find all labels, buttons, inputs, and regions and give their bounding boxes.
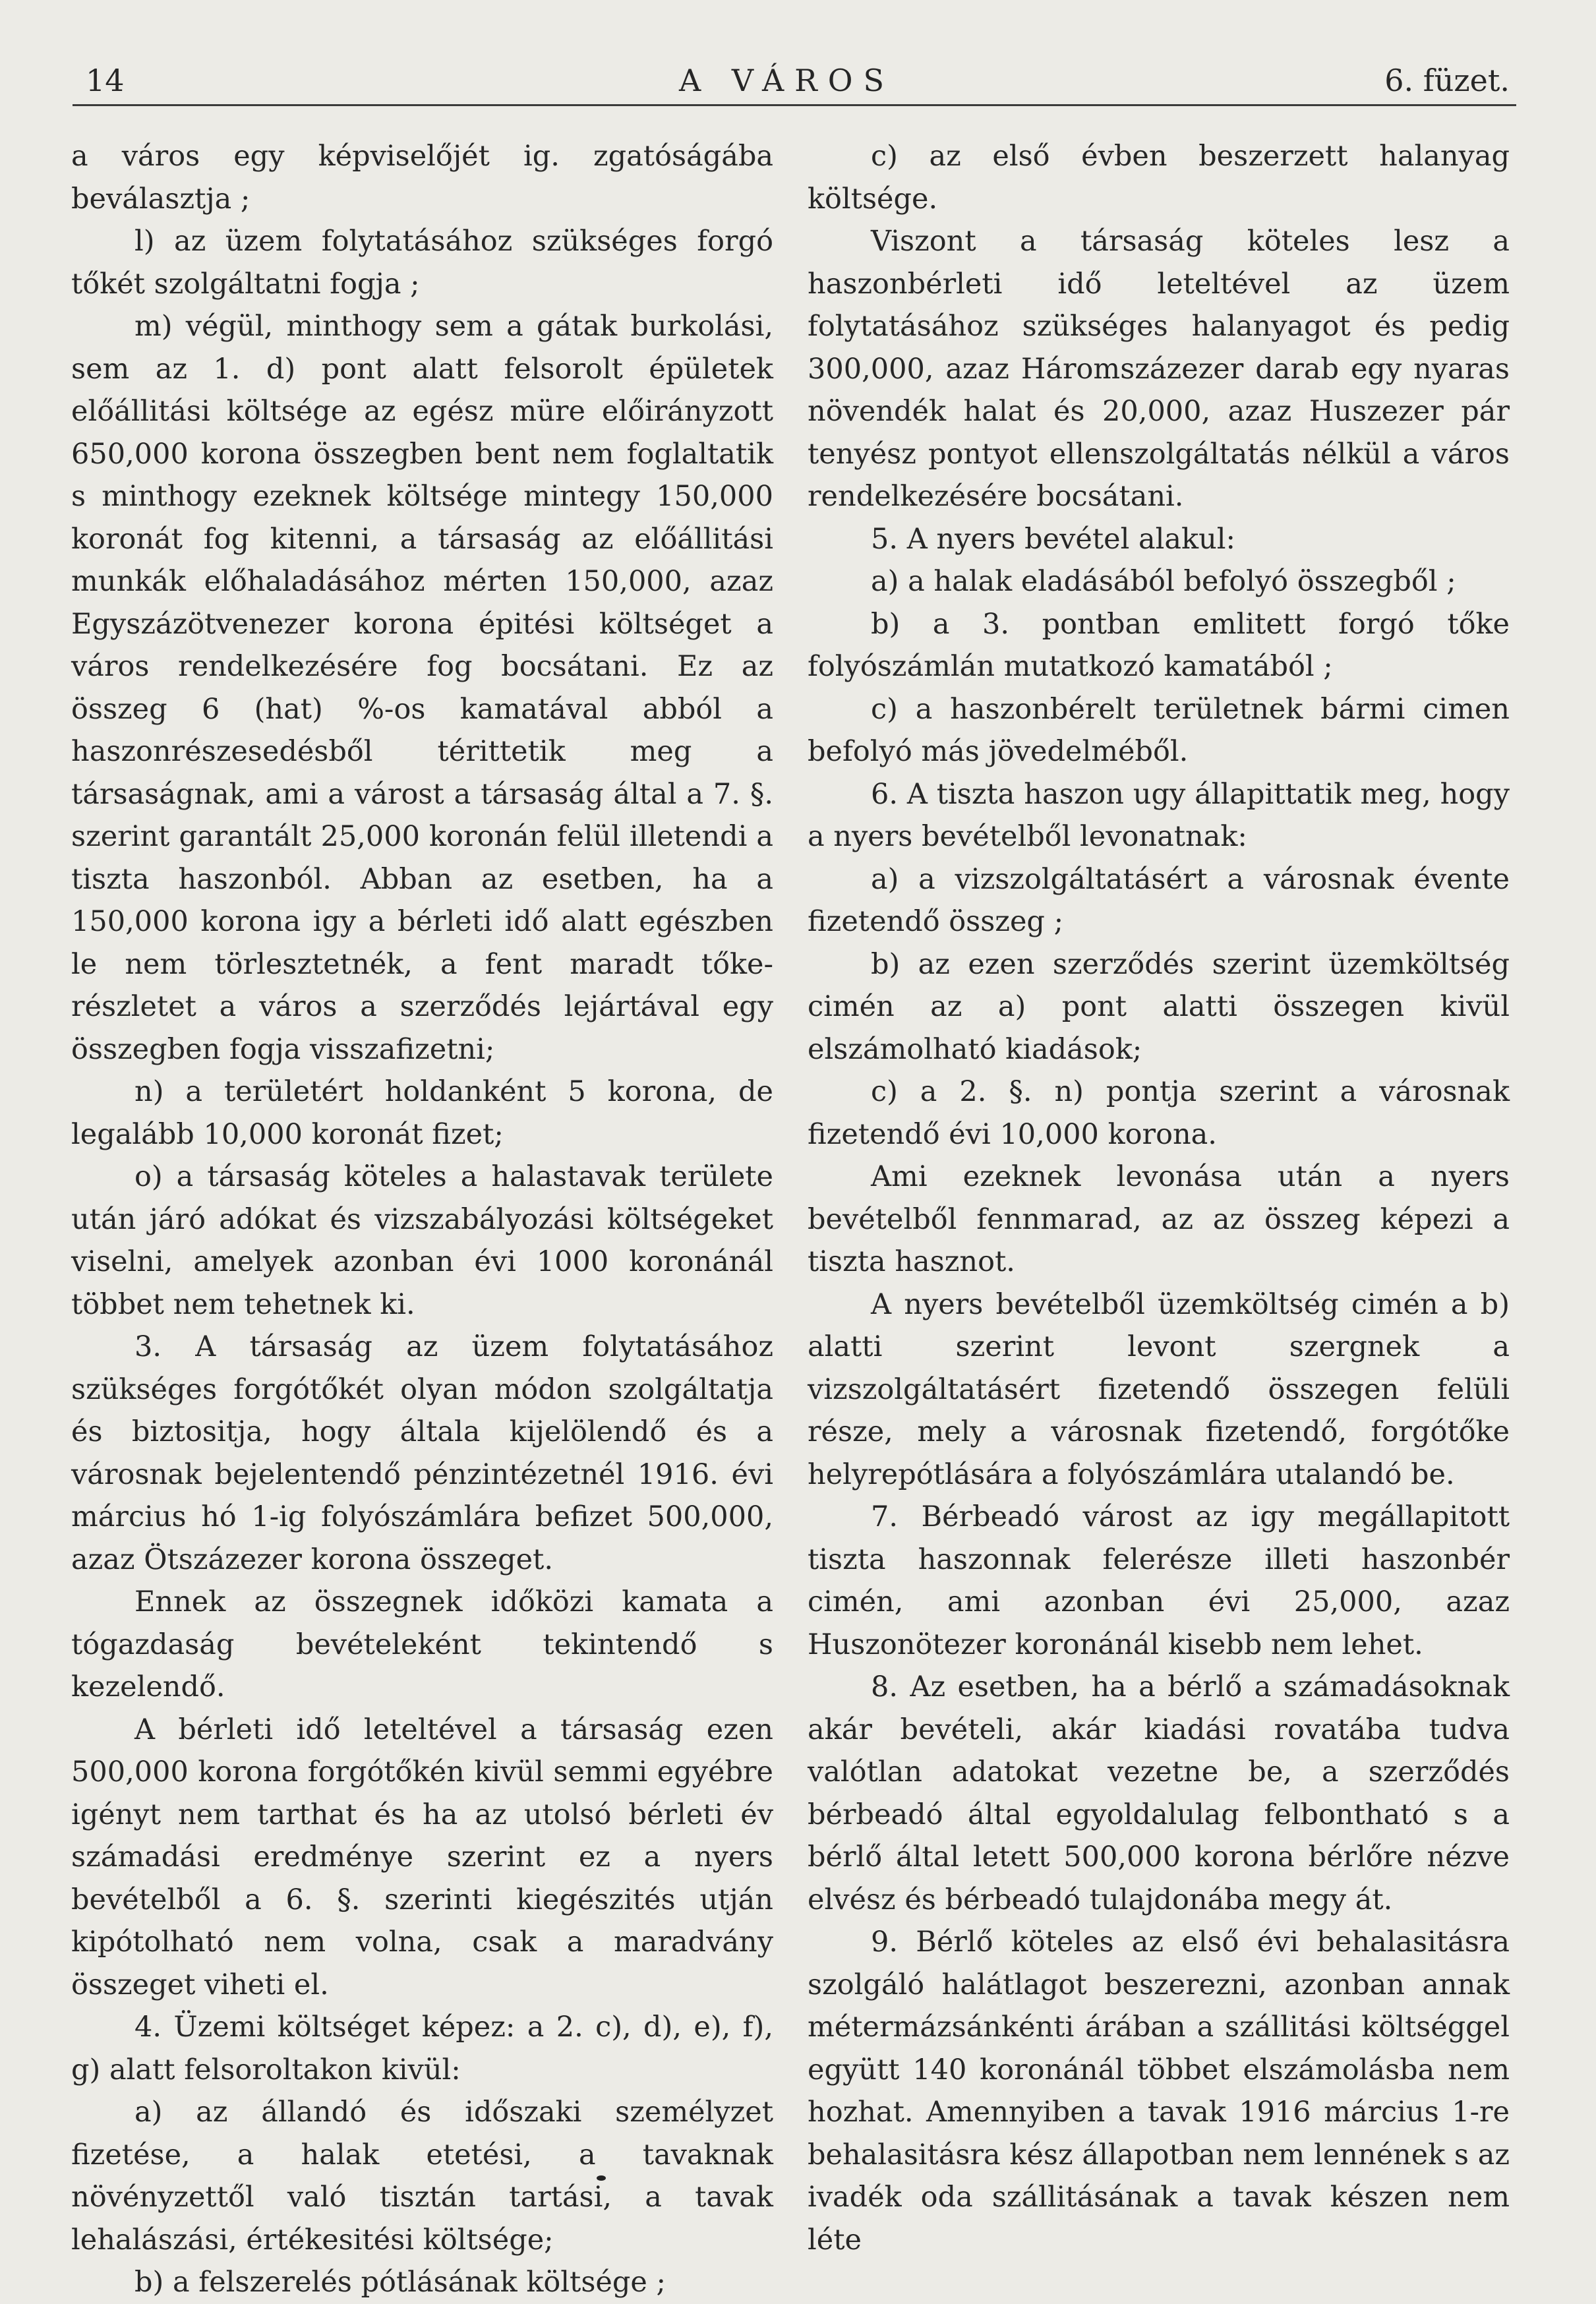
paragraph-l1: a város egy képviselőjét ig. zgatóságába beválasztja ;	[71, 140, 773, 216]
paragraph-r11: Ami ezeknek levonása után a nyers bevételből fennmarad, az az összeg képezi a tiszta hasznot.	[808, 1160, 1510, 1278]
paragraph-r14: 8. Az esetben, ha a bérlő a számadásoknak akár bevételi, akár kiadási rovatába tudva valótlan adatokat vezetne be, a szerződés bérbeadó által egyoldalulag felbontható s a bérlő által letett 500,000 korona bérlőre nézve elvész és bérbeadó tulajdonába megy át.	[808, 1670, 1510, 1916]
paragraph-r1: c) az első évben beszerzett halanyag költsége.	[808, 140, 1510, 216]
paragraph-r6: c) a haszonbérelt területnek bármi cimen befolyó más jövedelméből.	[808, 692, 1510, 768]
paragraph-r13: 7. Bérbeadó várost az igy megállapitott tiszta haszonnak felerésze illeti haszonbér cimén, ami azonban évi 25,000, azaz Huszonötezer koronánál kisebb nem lehet.	[808, 1500, 1510, 1661]
paragraph-r9: b) az ezen szerződés szerint üzemköltség cimén az a) pont alatti összegen kivül elszámolható kiadások;	[808, 947, 1510, 1066]
paragraph-l6: 3. A társaság az üzem folytatásához szükséges forgótőkét olyan módon szolgáltatja és biztositja, hogy általa kijelölendő és a városnak bejelentendő pénzintézetnél 1916. évi március hó 1-ig folyószámlára befizet 500,000, azaz Ötszázezer korona összeget.	[71, 1330, 773, 1576]
left-column	[71, 135, 773, 2299]
paragraph-r5: b) a 3. pontban emlitett forgó tőke folyószámlán mutatkozó kamatából ;	[808, 607, 1510, 683]
paragraph-l7: Ennek az összegnek időközi kamata a tógazdaság bevételeként tekintendő s kezelendő.	[71, 1585, 773, 1703]
paragraph-l3: m) végül, minthogy sem a gátak burkolási, sem az 1. d) pont alatt felsorolt épületek előállitási költsége az egész müre előirányzott 650,000 korona összegben bent nem foglaltatik s minthogy ezeknek költsége mintegy 150,000 koronát fog kitenni, a társaság az előállitási munkák előhaladásához mérten 150,000, azaz Egyszázötvenezer korona épitési költséget a város rendelkezésére fog bocsátani. Ez az összeg 6 (hat) %-os kamatával abból a haszonrészesedésből térittetik meg a társaságnak, ami a várost a társaság által a 7. §. szerint garantált 25,000 koronán felül illetendi a tiszta haszonból. Abban az esetben, ha a 150,000 korona igy a bérleti idő alatt egészben le nem törlesztetnék, a fent maradt tőke-részletet a város a szerződés lejártával egy összegben fogja visszafizetni;	[71, 310, 773, 1066]
paragraph-l11: b) a felszerelés pótlásának költsége ;	[134, 2266, 666, 2299]
paragraph-r7: 6. A tiszta haszon ugy állapittatik meg, hogy a nyers bevételből levonatnak:	[808, 777, 1510, 853]
paragraph-l10: a) az állandó és időszaki személyzet fizetése, a halak etetési, a tavaknak növényzettől való tisztán tartási, a tavak lehalászási, értékesitési költsége;	[71, 2096, 773, 2257]
running-title: A VÁROS	[679, 63, 895, 98]
page-header	[73, 59, 1516, 102]
paragraph-l4: n) a területért holdanként 5 korona, de legalább 10,000 koronát fizet;	[71, 1075, 773, 1151]
paragraph-r4: a) a halak eladásából befolyó összegből ;	[871, 565, 1456, 598]
right-column	[808, 135, 1510, 2257]
issue-label: 6. füzet.	[1384, 63, 1510, 98]
page-number: 14	[86, 63, 125, 98]
print-speck	[597, 2175, 606, 2181]
paragraph-r2: Viszont a társaság köteles lesz a haszonbérleti idő leteltével az üzem folytatásához szükséges halanyagot és pedig 300,000, azaz Háromszázezer darab egy nyaras növendék halat és 20,000, azaz Huszezer pár tenyész pontyot ellenszolgáltatás nélkül a város rendelkezésére bocsátani.	[808, 225, 1510, 513]
paragraph-r3: 5. A nyers bevétel alakul:	[871, 522, 1236, 556]
paragraph-r15: 9. Bérlő köteles az első évi behalasitásra szolgáló halátlagot beszerezni, azonban annak métermázsánkénti árában a szállitási költséggel együtt 140 koronánál többet elszámolásba nem hozhat. Amennyiben a tavak 1916 március 1-re behalasitásra kész állapotban nem lennének s az ivadék oda szállitásának a tavak készen nem léte	[808, 1926, 1510, 2257]
paragraph-l9: 4. Üzemi költséget képez: a 2. c), d), e), f), g) alatt felsoroltakon kivül:	[71, 2011, 773, 2086]
paragraph-l2: l) az üzem folytatásához szükséges forgó tőkét szolgáltatni fogja ;	[71, 225, 773, 301]
header-rule	[73, 104, 1516, 106]
paragraph-l5: o) a társaság köteles a halastavak területe után járó adókat és vizszabályozási költségeket viselni, amelyek azonban évi 1000 koronánál többet nem tehetnek ki.	[71, 1160, 773, 1321]
paragraph-l8: A bérleti idő leteltével a társaság ezen 500,000 korona forgótőkén kivül semmi egyébre igényt nem tarthat és ha az utolsó bérleti év számadási eredménye szerint ez a nyers bevételből a 6. §. szerinti kiegészités utján kipótolható nem volna, csak a maradvány összeget viheti el.	[71, 1713, 773, 2001]
paragraph-r10: c) a 2. §. n) pontja szerint a városnak fizetendő évi 10,000 korona.	[808, 1075, 1510, 1151]
paragraph-r8: a) a vizszolgáltatásért a városnak évente fizetendő összeg ;	[808, 862, 1510, 938]
paragraph-r12: A nyers bevételből üzemköltség cimén a b) alatti szerint levont szergnek a vizszolgáltatásért fizetendő összegen felüli része, mely a városnak fizetendő, forgótőke helyrepótlására a folyószámlára utalandó be.	[808, 1287, 1510, 1491]
